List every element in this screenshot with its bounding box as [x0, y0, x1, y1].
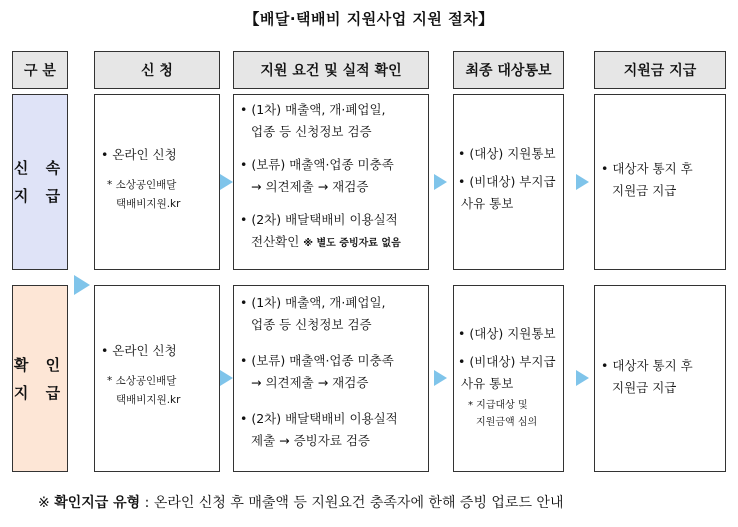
header-notify: 최종 대상통보 [453, 51, 564, 89]
quick-verify-3-note: ※ 별도 증빙자료 없음 [303, 238, 401, 249]
quick-pay-cell [594, 94, 726, 270]
quick-verify-2-line2: → 의견제출 → 재검증 [251, 179, 369, 194]
quick-pay-line1: • 대상자 통지 후 [601, 161, 693, 176]
quick-apply-cell [94, 94, 220, 270]
quick-verify-2-line1: • (보류) 매출액·업종 미충족 [240, 157, 394, 172]
quick-notify-1: • (대상) 지원통보 [458, 146, 556, 161]
confirm-apply-note-1: * 소상공인배달 [107, 374, 177, 387]
quick-verify-1-line1: • (1차) 매출액, 개·폐업일, [240, 102, 386, 117]
quick-verify-cell [233, 94, 429, 270]
confirm-pay-line2: 지원금 지급 [612, 379, 677, 395]
arrow-quick-notify-pay [576, 174, 589, 190]
arrow-confirm-apply-verify [220, 370, 233, 386]
confirm-notify-2-line2: 사유 통보 [461, 375, 514, 391]
confirm-apply-note-2: 택배비지원.kr [116, 393, 181, 406]
arrow-quick-apply-verify [220, 174, 233, 190]
confirm-apply-cell [94, 285, 220, 472]
confirm-verify-1-line1: • (1차) 매출액, 개·폐업일, [240, 295, 386, 310]
quick-verify-3-line2-wrap [240, 231, 422, 255]
quick-notify-2-line2: 사유 통보 [461, 196, 514, 211]
header-pay: 지원금 지급 [594, 51, 726, 89]
confirm-pay-line1: • 대상자 통지 후 [601, 357, 693, 373]
footer-bold: 확인지급 유형 [54, 495, 141, 511]
quick-notify-2-line1: • (비대상) 부지급 [458, 174, 556, 189]
row-label-confirm-line2: 지 급 [13, 383, 67, 402]
confirm-notify-note-1: * 지급대상 및 [468, 399, 528, 411]
confirm-notify-2-line1: • (비대상) 부지급 [458, 353, 556, 369]
confirm-notify-1: • (대상) 지원통보 [458, 325, 556, 341]
quick-verify-3-line1: • (2차) 배달택배비 이용실적 [240, 212, 398, 227]
confirm-verify-2-line2: → 의견제출 → 재검증 [251, 375, 369, 390]
footer-prefix: ※ [38, 495, 55, 511]
confirm-verify-1-line2: 업종 등 신청정보 검증 [251, 317, 372, 332]
header-verify: 지원 요건 및 실적 확인 [233, 51, 429, 89]
quick-apply-bullet: • 온라인 신청 [101, 147, 177, 162]
confirm-verify-cell [233, 285, 429, 472]
arrow-quick-verify-notify [434, 174, 447, 190]
quick-notify-cell [453, 94, 564, 270]
confirm-notify-note-2: 지원금액 심의 [476, 416, 538, 428]
arrow-confirm-notify-pay [576, 370, 589, 386]
confirm-verify-3-line2: 제출 → 증빙자료 검증 [251, 433, 370, 448]
arrow-confirm-verify-notify [434, 370, 447, 386]
row-label-confirm-line1: 확 인 [13, 355, 67, 374]
confirm-verify-2-line1: • (보류) 매출액·업종 미충족 [240, 353, 394, 368]
row-label-quick-line2: 지 급 [13, 187, 67, 205]
row-label-quick [12, 94, 68, 270]
confirm-notify-cell [453, 285, 564, 472]
quick-pay-line2: 지원금 지급 [612, 183, 677, 198]
confirm-verify-3-line1: • (2차) 배달택배비 이용실적 [240, 411, 398, 426]
confirm-apply-bullet: • 온라인 신청 [101, 342, 177, 358]
quick-apply-note-1: * 소상공인배달 [107, 179, 177, 191]
page-title: 【배달·택배비 지원사업 지원 절차】 [244, 10, 494, 28]
header-apply: 신 청 [94, 51, 220, 89]
header-category: 구 분 [12, 51, 68, 89]
footer-rest: : 온라인 신청 후 매출액 등 지원요건 충족자에 한해 증빙 업로드 안내 [140, 495, 564, 511]
quick-apply-note-2: 택배비지원.kr [116, 198, 181, 210]
row-label-confirm [12, 285, 68, 472]
arrow-to-apply [74, 275, 90, 295]
confirm-pay-cell [594, 285, 726, 472]
quick-verify-3-line2: 전산확인 [251, 234, 300, 249]
quick-verify-1-line2: 업종 등 신청정보 검증 [251, 124, 372, 139]
row-label-quick-line1: 신 속 [13, 159, 67, 177]
footer-note [38, 492, 563, 512]
